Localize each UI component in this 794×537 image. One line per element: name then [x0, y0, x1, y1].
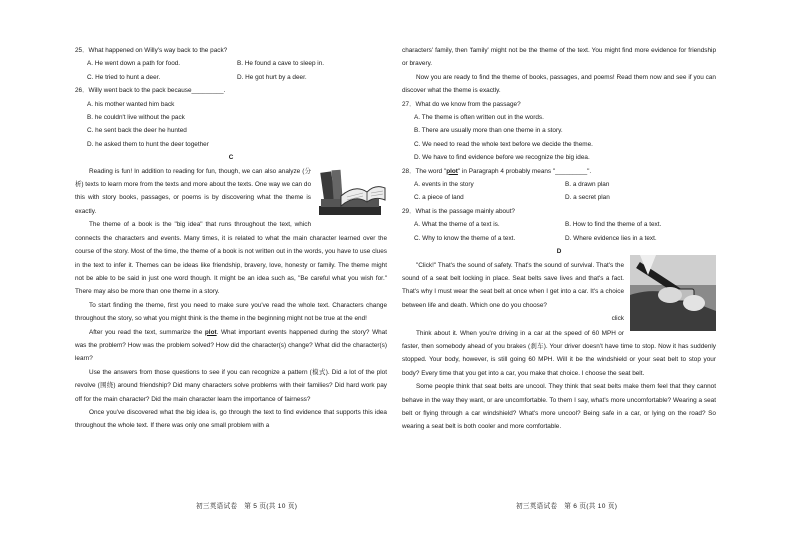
- question-25: [75, 44, 387, 84]
- option-b: B. a drawn plan: [565, 181, 610, 189]
- question-stem: 26．Willy went back to the pack because_________.: [75, 87, 226, 95]
- paragraph-11: Some people think that seat belts are uncool. They think that seat belts make them feel that they cannot behave in the way they want, or are uncomfortable. To them I say, what's more uncomfortable? Wearing a seat belt or flying through a car windshield? What's more uncool? Being safe in a car, or lying on the road? So wearing a seat belt is both cooler and more comfortable.: [402, 383, 716, 431]
- question-27: [402, 98, 716, 165]
- option-c: C. We need to read the whole text before we decide the theme.: [414, 140, 593, 148]
- option-c: C. He tried to hunt a deer.: [87, 73, 161, 81]
- paragraph-7: characters' family, then 'family' might not be the theme of the text. You might find more evidence for friendship or bravery.: [402, 47, 716, 68]
- paragraph-6: Once you've discovered what the big idea is, go through the text to find evidence that supports this idea throughout the whole text. If there was only one small problem with a: [75, 408, 387, 430]
- option-b: B. There are usually more than one theme in a story.: [414, 127, 563, 135]
- paragraph-5: Use the answers from those questions to see if you can recognize a pattern (模式). Did a lot of the plot revolve (围绕) around friendship? Did many characters solve problems with their families? Did hard work pay off for the main character? Did the main character learn the importance of fairness?: [75, 368, 387, 403]
- paragraph-2: The theme of a book is the "big idea" that runs throughout the text, which connects the characters and events. Many times, it is related to what the main character learned over the course of the story. Most of the time, the theme of a book is not written out in the words, you have to use clues in the text to infer it. Themes can be ideas like friendship, bravery, love, honesty or family. The theme might not be able to be said in just one word though. It might be an idea such as, "Be careful what you wish for." There may also be more than one theme in a story.: [75, 221, 387, 296]
- option-a: A. What the theme of a text is.: [414, 221, 500, 229]
- paragraph-1: Reading is fun! In addition to reading for fun, though, we can also analyze (分析) texts to learn more from the texts and more about the texts. One way we can do this with story books, passages, or poems is by discovering what the theme is exactly.: [75, 167, 311, 215]
- option-b: B. he couldn't live without the pack: [87, 114, 185, 122]
- question-stem: 25．What happened on Willy's way back to the pack?: [75, 47, 228, 54]
- question-stem: 28．The word "plot" in Paragraph 4 probably means "_________".: [402, 167, 592, 175]
- option-c: C. Why to know the theme of a text.: [414, 234, 516, 242]
- paragraph-4: After you read the text, summarize the plot. What important events happened during the story? What was the problem? How was the problem solved? How did the character(s) change? What did the character(s) learn?: [75, 328, 387, 363]
- option-a: A. He went down a path for food.: [87, 60, 181, 68]
- option-d: D. a secret plan: [565, 194, 610, 202]
- option-a: A. The theme is often written out in the words.: [414, 114, 544, 122]
- paragraph-10: Think about it. When you're driving in a car at the speed of 60 MPH or faster, then somebody ahead of you brakes (刹车). Your driver doesn't have time to stop. Now it has suddenly stopped. Your body, however, is still going 60 MPH. Will it be the windshield or your seat belt to stop your body? Every time that you get into a car, you make that choice. I choose the seat belt.: [402, 329, 716, 377]
- paragraph-8: Now you are ready to find the theme of books, passages, and poems! Read them now and see if you can discover what the theme is exactly.: [402, 73, 716, 95]
- option-c: C. he sent back the deer he hunted: [87, 127, 187, 135]
- question-26: [75, 84, 387, 151]
- question-stem: 27．What do we know from the passage?: [402, 100, 521, 108]
- books-illustration: [317, 166, 387, 220]
- option-d: D. We have to find evidence before we recognize the big idea.: [414, 154, 590, 162]
- plot-word: plot: [204, 328, 217, 336]
- option-b: B. How to find the theme of a text.: [565, 221, 662, 229]
- question-stem: 29．What is the passage mainly about?: [402, 207, 515, 215]
- option-d: D. He got hurt by a deer.: [237, 73, 307, 81]
- option-c: C. a piece of land: [414, 194, 464, 202]
- page-footer-left: 初三英语试卷 第 5 页(共 10 页): [196, 503, 298, 510]
- page-footer-right: 初三英语试卷 第 6 页(共 10 页): [516, 503, 618, 510]
- option-a: A. his mother wanted him back: [87, 100, 175, 108]
- paragraph-3: To start finding the theme, first you need to make sure you've read the whole text. Characters change throughout the story, so what you might think is the theme in the beginning might not be true at the end!: [75, 301, 387, 323]
- section-heading-d: D: [556, 248, 562, 256]
- plot-word: plot: [446, 167, 458, 175]
- section-heading-c: C: [228, 154, 234, 162]
- seat-belt-photo: [630, 255, 716, 331]
- question-28: [402, 165, 716, 205]
- question-29: [402, 205, 716, 245]
- photo-caption: click: [611, 315, 624, 323]
- paragraph-9: "Click!" That's the sound of safety. That's the sound of survival. That's the sound of a seat belt locking in place. Seat belts save lives and that's a fact. That's why I must wear the seat belt at once when I get into a car. It's a choice between life and death. Which one do you choose?: [402, 261, 624, 309]
- right-page-column: [402, 44, 716, 434]
- option-b: B. He found a cave to sleep in.: [237, 60, 325, 68]
- left-page-column: [75, 44, 387, 433]
- option-a: A. events in the story: [414, 181, 474, 189]
- option-d: D. he asked them to hunt the deer together: [87, 140, 209, 148]
- option-d: D. Where evidence lies in a text.: [565, 234, 657, 242]
